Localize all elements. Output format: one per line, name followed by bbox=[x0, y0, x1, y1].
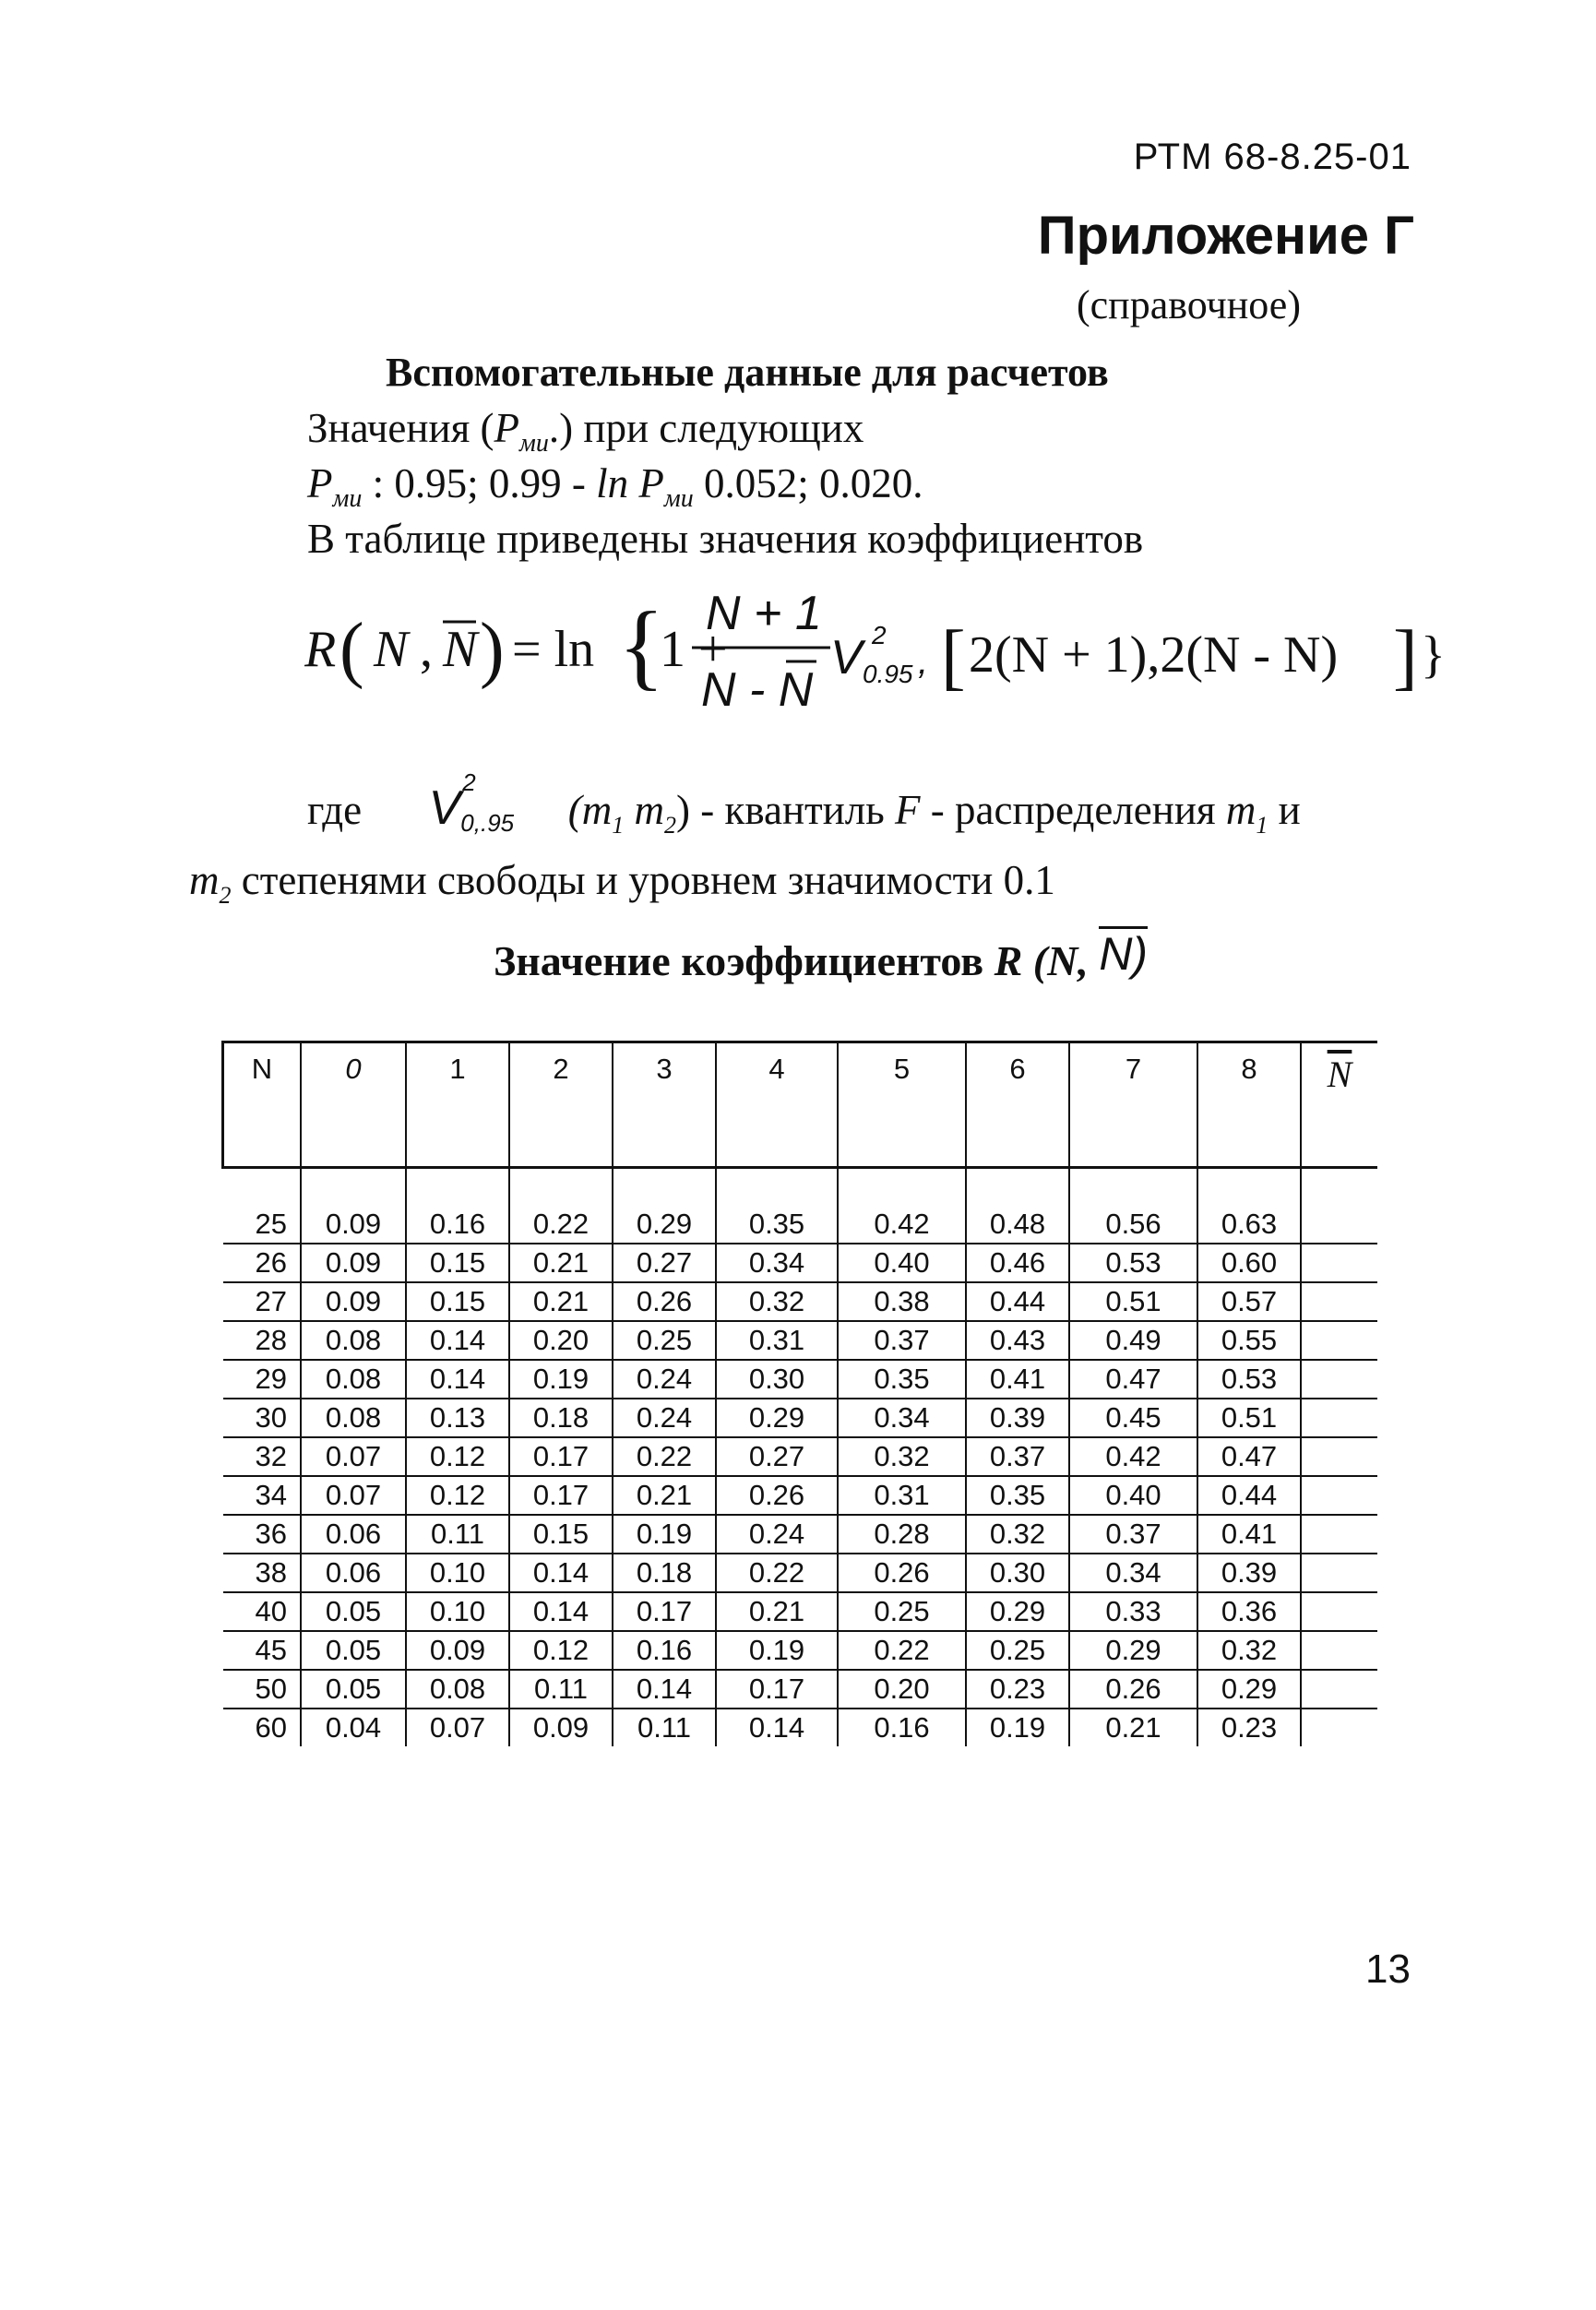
value-cell: 0.17 bbox=[716, 1670, 838, 1709]
intro-line-3: В таблице приведены значения коэффициентов bbox=[307, 516, 1144, 562]
value-cell: 0.47 bbox=[1069, 1360, 1197, 1399]
value-cell: 0.21 bbox=[613, 1476, 716, 1515]
value-cell: 0.41 bbox=[966, 1360, 1069, 1399]
table-row bbox=[223, 1437, 1378, 1476]
table-row bbox=[223, 1709, 1378, 1746]
value-cell: 0.44 bbox=[1197, 1476, 1301, 1515]
table-title: Значение коэффициентов R (N, N) bbox=[494, 928, 1149, 984]
value-cell: 0.51 bbox=[1069, 1282, 1197, 1321]
value-cell: 0.09 bbox=[406, 1631, 509, 1670]
value-cell: 0.14 bbox=[716, 1709, 838, 1746]
value-cell: 0.47 bbox=[1197, 1437, 1301, 1476]
value-cell: 0.45 bbox=[1069, 1399, 1197, 1437]
value-cell: 0.40 bbox=[838, 1244, 966, 1282]
value-cell: 0.25 bbox=[966, 1631, 1069, 1670]
value-cell: 0.34 bbox=[1069, 1554, 1197, 1592]
value-cell: 0.31 bbox=[838, 1476, 966, 1515]
value-cell: 0.34 bbox=[838, 1399, 966, 1437]
value-cell: 0.22 bbox=[509, 1206, 613, 1244]
value-cell: 0.49 bbox=[1069, 1321, 1197, 1360]
value-cell: 0.16 bbox=[406, 1206, 509, 1244]
spacer-cell bbox=[223, 1168, 302, 1207]
value-cell: 0.25 bbox=[838, 1592, 966, 1631]
formula-paren-open: ( bbox=[339, 609, 364, 690]
value-cell: 0.37 bbox=[838, 1321, 966, 1360]
header-col-3: 3 bbox=[613, 1042, 716, 1168]
appendix-title: Приложение Г bbox=[1037, 206, 1414, 266]
value-cell: 0.20 bbox=[838, 1670, 966, 1709]
spacer-cell bbox=[301, 1168, 406, 1207]
value-cell: 0.56 bbox=[1069, 1206, 1197, 1244]
value-cell: 0.23 bbox=[1197, 1709, 1301, 1746]
formula-v-sup: 2 bbox=[872, 621, 887, 649]
table-row bbox=[223, 1631, 1378, 1670]
section-title: Вспомогательные данные для расчетов bbox=[386, 350, 1109, 395]
value-cell: 0.48 bbox=[966, 1206, 1069, 1244]
table-row bbox=[223, 1670, 1378, 1709]
value-cell: 0.13 bbox=[406, 1399, 509, 1437]
value-cell: 0.06 bbox=[301, 1554, 406, 1592]
nbar-blank-cell bbox=[1301, 1670, 1377, 1709]
formula-eq: = ln bbox=[512, 621, 595, 678]
nbar-blank-cell bbox=[1301, 1321, 1377, 1360]
value-cell: 0.08 bbox=[406, 1670, 509, 1709]
nbar-blank-cell bbox=[1301, 1399, 1377, 1437]
value-cell: 0.27 bbox=[613, 1244, 716, 1282]
nbar-blank-cell bbox=[1301, 1244, 1377, 1282]
value-cell: 0.28 bbox=[838, 1515, 966, 1554]
svg-text:,: , bbox=[420, 621, 433, 678]
value-cell: 0.16 bbox=[838, 1709, 966, 1746]
value-cell: 0.08 bbox=[301, 1360, 406, 1399]
value-cell: 0.06 bbox=[301, 1515, 406, 1554]
value-cell: 0.07 bbox=[301, 1476, 406, 1515]
value-cell: 0.21 bbox=[509, 1244, 613, 1282]
value-cell: 0.32 bbox=[966, 1515, 1069, 1554]
value-cell: 0.14 bbox=[406, 1360, 509, 1399]
value-cell: 0.14 bbox=[406, 1321, 509, 1360]
value-cell: 0.05 bbox=[301, 1592, 406, 1631]
value-cell: 0.25 bbox=[613, 1321, 716, 1360]
header-col-7: 7 bbox=[1069, 1042, 1197, 1168]
value-cell: 0.09 bbox=[509, 1709, 613, 1746]
header-col-5: 5 bbox=[838, 1042, 966, 1168]
value-cell: 0.29 bbox=[1069, 1631, 1197, 1670]
value-cell: 0.15 bbox=[406, 1282, 509, 1321]
value-cell: 0.29 bbox=[1197, 1670, 1301, 1709]
value-cell: 0.35 bbox=[838, 1360, 966, 1399]
value-cell: 0.14 bbox=[509, 1554, 613, 1592]
row-n-cell: 27 bbox=[223, 1282, 302, 1321]
formula-paren-close: ) bbox=[480, 609, 505, 690]
header-col-4: 4 bbox=[716, 1042, 838, 1168]
nbar-blank-cell bbox=[1301, 1631, 1377, 1670]
spacer-cell bbox=[966, 1168, 1069, 1207]
value-cell: 0.26 bbox=[838, 1554, 966, 1592]
table-spacer-row bbox=[223, 1168, 1378, 1207]
value-cell: 0.51 bbox=[1197, 1399, 1301, 1437]
value-cell: 0.63 bbox=[1197, 1206, 1301, 1244]
row-n-cell: 45 bbox=[223, 1631, 302, 1670]
value-cell: 0.21 bbox=[509, 1282, 613, 1321]
value-cell: 0.19 bbox=[966, 1709, 1069, 1746]
value-cell: 0.57 bbox=[1197, 1282, 1301, 1321]
value-cell: 0.26 bbox=[716, 1476, 838, 1515]
svg-text:,: , bbox=[918, 641, 929, 682]
value-cell: 0.19 bbox=[613, 1515, 716, 1554]
nbar-blank-cell bbox=[1301, 1554, 1377, 1592]
table-row bbox=[223, 1360, 1378, 1399]
value-cell: 0.27 bbox=[716, 1437, 838, 1476]
spacer-cell bbox=[613, 1168, 716, 1207]
value-cell: 0.09 bbox=[301, 1282, 406, 1321]
value-cell: 0.10 bbox=[406, 1592, 509, 1631]
table-row bbox=[223, 1206, 1378, 1244]
header-col-1: 1 bbox=[406, 1042, 509, 1168]
header-col-0: 0 bbox=[301, 1042, 406, 1168]
table-header-row bbox=[223, 1042, 1378, 1168]
intro-line-1: Значения $(P_{ми}.)$ при следующих bbox=[307, 405, 864, 458]
formula-nbar: N bbox=[443, 621, 478, 678]
value-cell: 0.53 bbox=[1197, 1360, 1301, 1399]
formula-numerator: N + 1 bbox=[706, 587, 822, 640]
value-cell: 0.18 bbox=[509, 1399, 613, 1437]
value-cell: 0.22 bbox=[838, 1631, 966, 1670]
value-cell: 0.17 bbox=[613, 1592, 716, 1631]
value-cell: 0.37 bbox=[966, 1437, 1069, 1476]
row-n-cell: 36 bbox=[223, 1515, 302, 1554]
row-n-cell: 30 bbox=[223, 1399, 302, 1437]
table-row bbox=[223, 1399, 1378, 1437]
value-cell: 0.30 bbox=[966, 1554, 1069, 1592]
header-col-2: 2 bbox=[509, 1042, 613, 1168]
value-cell: 0.21 bbox=[1069, 1709, 1197, 1746]
value-cell: 0.24 bbox=[613, 1399, 716, 1437]
value-cell: 0.24 bbox=[613, 1360, 716, 1399]
value-cell: 0.09 bbox=[301, 1244, 406, 1282]
formula-brace-open: { bbox=[618, 591, 665, 699]
value-cell: 0.40 bbox=[1069, 1476, 1197, 1515]
value-cell: 0.26 bbox=[613, 1282, 716, 1321]
value-cell: 0.35 bbox=[966, 1476, 1069, 1515]
value-cell: 0.35 bbox=[716, 1206, 838, 1244]
value-cell: 0.23 bbox=[966, 1670, 1069, 1709]
formula-v-sub: 0.95 bbox=[863, 660, 913, 688]
where-line-2: $m_2$ степенями свободы и уровнем значимости 0.1 bbox=[189, 857, 1055, 909]
value-cell: 0.32 bbox=[838, 1437, 966, 1476]
value-cell: 0.12 bbox=[406, 1437, 509, 1476]
row-n-cell: 26 bbox=[223, 1244, 302, 1282]
table-body bbox=[223, 1168, 1378, 1747]
value-cell: 0.32 bbox=[716, 1282, 838, 1321]
value-cell: 0.29 bbox=[966, 1592, 1069, 1631]
value-cell: 0.39 bbox=[1197, 1554, 1301, 1592]
row-n-cell: 28 bbox=[223, 1321, 302, 1360]
nbar-blank-cell bbox=[1301, 1360, 1377, 1399]
value-cell: 0.43 bbox=[966, 1321, 1069, 1360]
table-row bbox=[223, 1476, 1378, 1515]
nbar-blank-cell bbox=[1301, 1437, 1377, 1476]
row-n-cell: 25 bbox=[223, 1206, 302, 1244]
value-cell: 0.24 bbox=[716, 1515, 838, 1554]
header-n: N bbox=[223, 1042, 302, 1168]
page-number: 13 bbox=[1365, 1947, 1411, 1992]
spacer-cell bbox=[1301, 1168, 1377, 1207]
formula-close: } bbox=[1421, 626, 1446, 684]
formula bbox=[304, 572, 1448, 720]
value-cell: 0.36 bbox=[1197, 1592, 1301, 1631]
value-cell: 0.11 bbox=[613, 1709, 716, 1746]
value-cell: 0.42 bbox=[1069, 1437, 1197, 1476]
row-n-cell: 40 bbox=[223, 1592, 302, 1631]
value-cell: 0.14 bbox=[613, 1670, 716, 1709]
table-row bbox=[223, 1321, 1378, 1360]
where-line: где V 2 0,.95 ($m_1$ $m_2$) - квантиль F - распределения $m_1$ и bbox=[307, 768, 1301, 839]
value-cell: 0.15 bbox=[509, 1515, 613, 1554]
header-nbar: $\overline{N}$ bbox=[1301, 1042, 1377, 1168]
value-cell: 0.41 bbox=[1197, 1515, 1301, 1554]
value-cell: 0.17 bbox=[509, 1437, 613, 1476]
value-cell: 0.39 bbox=[966, 1399, 1069, 1437]
nbar-blank-cell bbox=[1301, 1476, 1377, 1515]
formula-lhs: R bbox=[304, 621, 337, 678]
value-cell: 0.53 bbox=[1069, 1244, 1197, 1282]
value-cell: 0.29 bbox=[613, 1206, 716, 1244]
formula-bracket-close: ] bbox=[1393, 616, 1418, 697]
table-row bbox=[223, 1592, 1378, 1631]
value-cell: 0.08 bbox=[301, 1321, 406, 1360]
spacer-cell bbox=[406, 1168, 509, 1207]
row-n-cell: 32 bbox=[223, 1437, 302, 1476]
table-row bbox=[223, 1244, 1378, 1282]
spacer-cell bbox=[838, 1168, 966, 1207]
value-cell: 0.34 bbox=[716, 1244, 838, 1282]
spacer-cell bbox=[509, 1168, 613, 1207]
nbar-blank-cell bbox=[1301, 1206, 1377, 1244]
value-cell: 0.20 bbox=[509, 1321, 613, 1360]
value-cell: 0.05 bbox=[301, 1670, 406, 1709]
nbar-blank-cell bbox=[1301, 1515, 1377, 1554]
row-n-cell: 50 bbox=[223, 1670, 302, 1709]
table-row bbox=[223, 1554, 1378, 1592]
header-col-6: 6 bbox=[966, 1042, 1069, 1168]
row-n-cell: 60 bbox=[255, 1711, 287, 1744]
spacer-cell bbox=[1197, 1168, 1301, 1207]
value-cell: 0.12 bbox=[406, 1476, 509, 1515]
value-cell: 0.11 bbox=[406, 1515, 509, 1554]
value-cell: 0.33 bbox=[1069, 1592, 1197, 1631]
table-row bbox=[223, 1282, 1378, 1321]
row-n-cell: 34 bbox=[223, 1476, 302, 1515]
nbar-blank-cell bbox=[1301, 1592, 1377, 1631]
row-n-cell: 38 bbox=[223, 1554, 302, 1592]
value-cell: 0.37 bbox=[1069, 1515, 1197, 1554]
intro-line-2: $P_{ми}$ : 0.95; $0.99 - \ln P_{ми}$ 0.052; 0.020. bbox=[307, 460, 923, 513]
value-cell: 0.07 bbox=[301, 1437, 406, 1476]
value-cell: 0.09 bbox=[301, 1206, 406, 1244]
formula-bracket-open: [ bbox=[941, 616, 966, 697]
nbar-blank-cell bbox=[1301, 1282, 1377, 1321]
value-cell: 0.46 bbox=[966, 1244, 1069, 1282]
value-cell: 0.55 bbox=[1197, 1321, 1301, 1360]
appendix-subtitle: (справочное) bbox=[1077, 282, 1301, 327]
value-cell: 0.30 bbox=[716, 1360, 838, 1399]
nbar-blank-cell bbox=[1301, 1709, 1377, 1746]
value-cell: 0.32 bbox=[1197, 1631, 1301, 1670]
value-cell: 0.44 bbox=[966, 1282, 1069, 1321]
value-cell: 0.19 bbox=[509, 1360, 613, 1399]
value-cell: 0.22 bbox=[716, 1554, 838, 1592]
formula-bracket-text: 2(N + 1),2(N - N) bbox=[969, 626, 1339, 684]
formula-one: 1 + bbox=[660, 621, 728, 678]
formula-n: N bbox=[374, 621, 409, 678]
value-cell: 0.05 bbox=[301, 1631, 406, 1670]
value-cell: 0.38 bbox=[838, 1282, 966, 1321]
value-cell: 0.16 bbox=[613, 1631, 716, 1670]
spacer-cell bbox=[716, 1168, 838, 1207]
value-cell: 0.26 bbox=[1069, 1670, 1197, 1709]
value-cell: 0.18 bbox=[613, 1554, 716, 1592]
value-cell: 0.15 bbox=[406, 1244, 509, 1282]
formula-v: V bbox=[830, 631, 863, 685]
value-cell: 0.19 bbox=[716, 1631, 838, 1670]
value-cell: 0.22 bbox=[613, 1437, 716, 1476]
value-cell: 0.17 bbox=[509, 1476, 613, 1515]
table-row bbox=[223, 1515, 1378, 1554]
value-cell: 0.11 bbox=[509, 1670, 613, 1709]
row-n-cell: 29 bbox=[223, 1360, 302, 1399]
coefficients-table-wrap bbox=[221, 1041, 1377, 1746]
value-cell: 0.29 bbox=[716, 1399, 838, 1437]
header-col-8: 8 bbox=[1197, 1042, 1301, 1168]
spacer-cell bbox=[1069, 1168, 1197, 1207]
value-cell: 0.10 bbox=[406, 1554, 509, 1592]
document-code: РТМ 68-8.25-01 bbox=[1133, 137, 1411, 177]
value-cell: 0.21 bbox=[716, 1592, 838, 1631]
value-cell: 0.42 bbox=[838, 1206, 966, 1244]
value-cell: 0.60 bbox=[1197, 1244, 1301, 1282]
coefficients-table bbox=[221, 1041, 1377, 1746]
value-cell: 0.12 bbox=[509, 1631, 613, 1670]
formula-denominator: N - N bbox=[701, 663, 814, 717]
value-cell: 0.08 bbox=[301, 1399, 406, 1437]
value-cell: 0.31 bbox=[716, 1321, 838, 1360]
value-cell: 0.14 bbox=[509, 1592, 613, 1631]
value-cell: 0.04 bbox=[301, 1709, 406, 1746]
value-cell: 0.07 bbox=[406, 1709, 509, 1746]
